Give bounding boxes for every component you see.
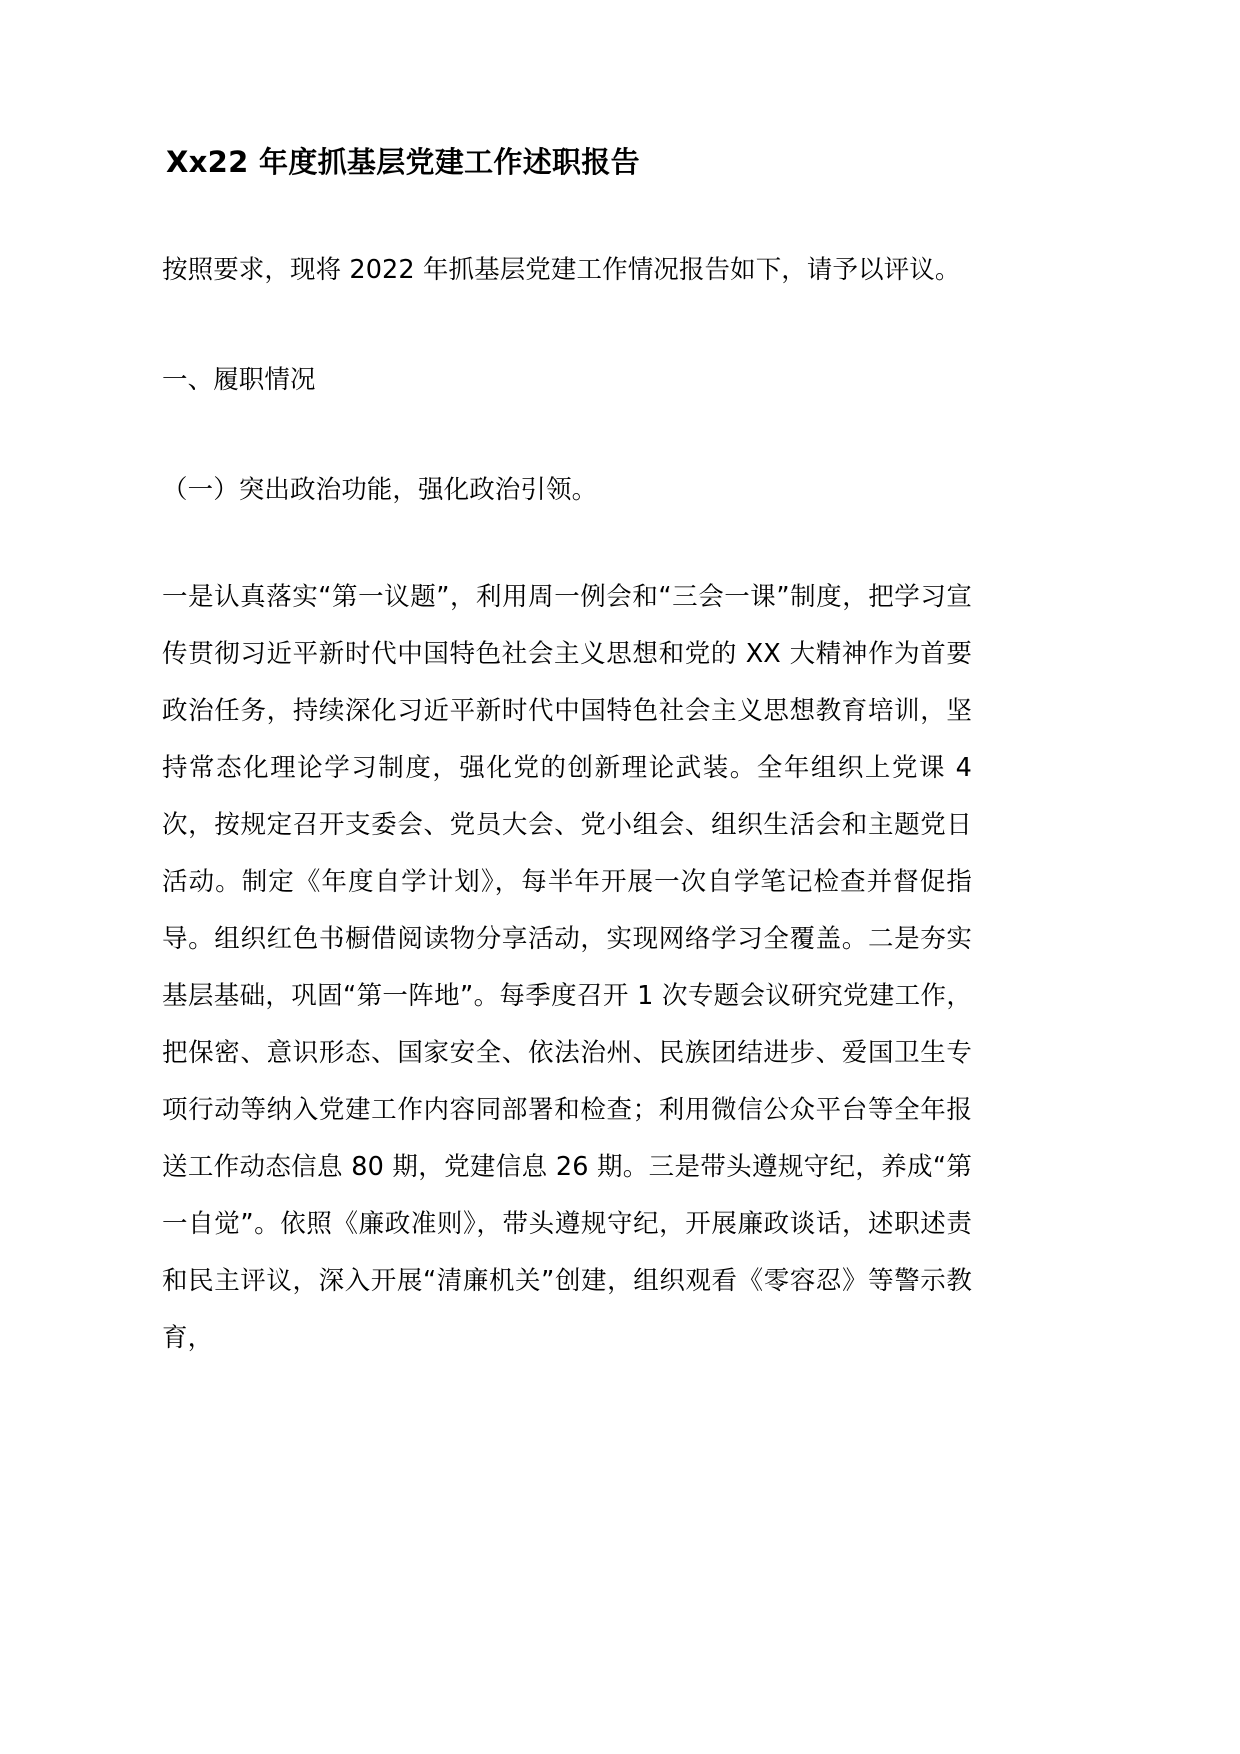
- section-gap: [162, 409, 972, 462]
- intro-paragraph: 按照要求，现将 2022 年抓基层党建工作情况报告如下，请予以评议。: [162, 255, 961, 286]
- page-title: Xx22 年度抓基层党建工作述职报告: [166, 145, 640, 179]
- title-gap: [162, 182, 972, 242]
- subsection-gap: [162, 519, 972, 569]
- intro-gap: [162, 299, 972, 352]
- section-heading-1: 一、履职情况: [162, 365, 316, 396]
- body-paragraph-1: 一是认真落实“第一议题”，利用周一例会和“三会一课”制度，把学习宣传贯彻习近平新时代中国特色社会主义思想和党的 XX 大精神作为首要政治任务，持续深化习近平新时代中国特色社会主义思想教育培训，坚持常态化理论学习制度，强化党的创新理论武装。全年组织上党课 4 次，按规定召开支委会、党员大会、党小组会、组织生活会和主题党日活动。制定《年度自学计划》，每半年开展一次自学笔记检查并督促指导。组织红色书橱借阅读物分享活动，实现网络学习全覆盖。二是夯实基层基础，巩固“第一阵地”。每季度召开 1 次专题会议研究党建工作，把保密、意识形态、国家安全、依法治州、民族团结进步、爱国卫生专项行动等纳入党建工作内容同部署和检查；利用微信公众平台等全年报送工作动态信息 80 期，党建信息 26 期。三是带头遵规守纪，养成“第一自觉”。依照《廉政准则》，带头遵规守纪，开展廉政谈话，述职述责和民主评议，深入开展“清廉机关”创建，组织观看《零容忍》等警示教育，: [162, 582, 972, 1354]
- document-content: [162, 0, 972, 1367]
- subsection-heading-1: （一）突出政治功能，强化政治引领。: [162, 475, 598, 506]
